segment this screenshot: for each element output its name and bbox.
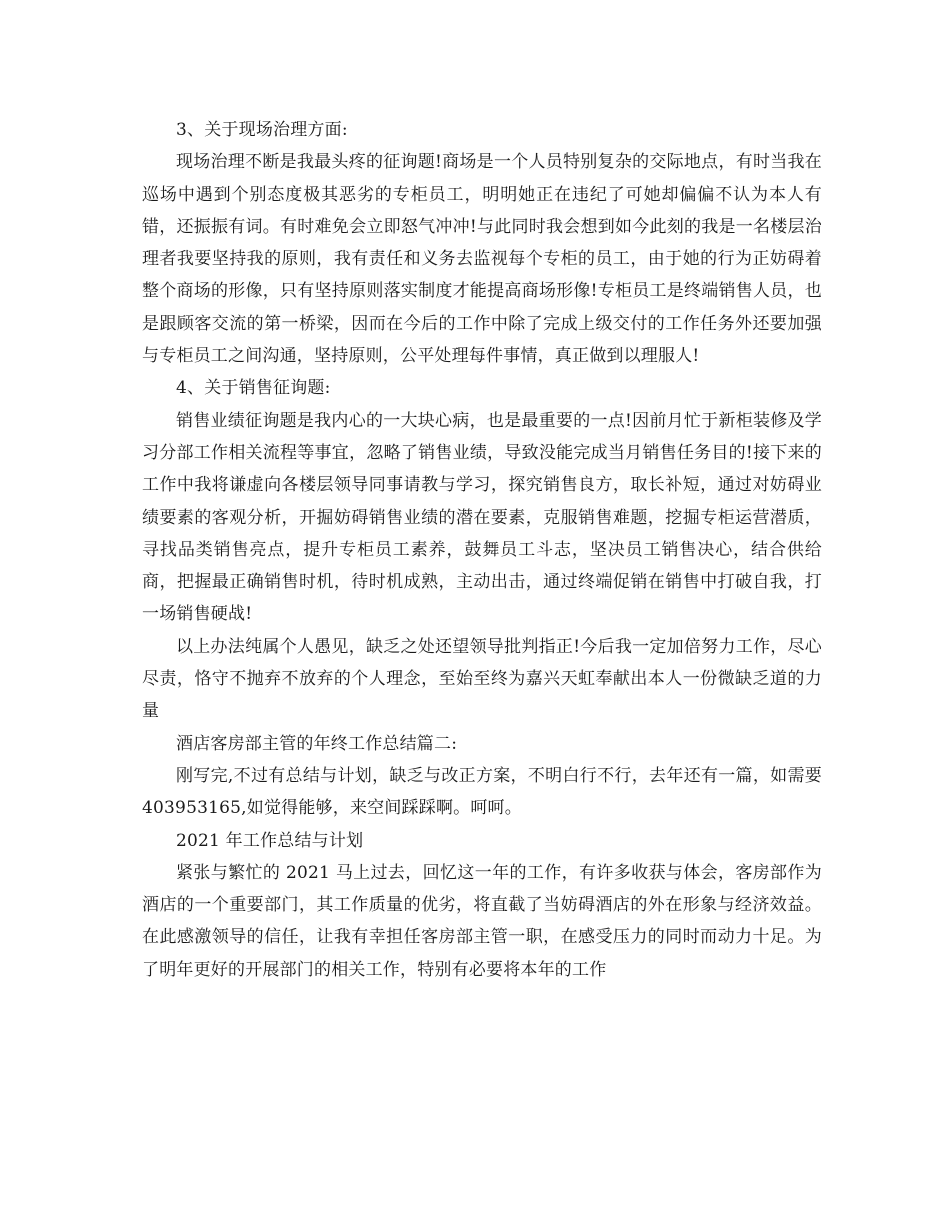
paragraph-sales: 销售业绩征询题是我内心的一大块心病，也是最重要的一点!因前月忙于新柜装修及学习分部工作相关流程等事宜，忽略了销售业绩，导致没能完成当月销售任务目的!接下来的工作中我将谦虚向各楼层领导同事请教与学习，探究销售良方，取长补短，通过对妨碍业绩要素的客观分析，开掘妨碍销售业绩的潜在要素，克服销售难题，挖掘专柜运营潜质，寻找品类销售亮点，提升专柜员工素养，鼓舞员工斗志，坚决员工销售决心，结合供给商，把握最正确销售时机，待时机成熟，主动出击，通过终端促销在销售中打破自我，打一场销售硬战! <box>142 410 822 625</box>
paragraph-author-note: 刚写完,不过有总结与计划，缺乏与改正方案，不明白行不行，去年还有一篇，如需要 403953165,如觉得能够，来空间踩踩啊。呵呵。 <box>142 765 822 819</box>
paragraph-conclusion: 以上办法纯属个人愚见，缺乏之处还望领导批判指正!今后我一定加倍努力工作，尽心尽责，恪守不抛弃不放弃的个人理念，至始至终为嘉兴天虹奉献出本人一份微缺乏道的力量 <box>142 636 822 722</box>
section-heading-sales: 4、关于销售征询题: <box>176 378 331 399</box>
section-heading-site-management: 3、关于现场治理方面: <box>176 120 348 140</box>
paragraph-year-review: 紧张与繁忙的 2021 马上过去，回忆这一年的工作，有许多收获与体会，客房部作为酒店的一个重要部门，其工作质量的优劣，将直截了当妨碍酒店的外在形象与经济效益。在此感激领导的信任，让我有幸担任客房部主管一职，在感受压力的同时而动力十足。为了明年更好的开展部门的相关工作，特别有必要将本年的工作 <box>142 862 822 980</box>
article-title-part-two: 酒店客房部主管的年终工作总结篇二: <box>176 733 458 754</box>
document-body <box>142 114 822 986</box>
paragraph-site-management: 现场治理不断是我最头疼的征询题!商场是一个人员特别复杂的交际地点，有时当我在巡场中遇到个别态度极其恶劣的专柜员工，明明她正在违纪了可她却偏偏不认为本人有错，还振振有词。有时难免会立即怒气冲冲!与此同时我会想到如今此刻的我是一名楼层治理者我要坚持我的原则，我有责任和义务去监视每个专柜的员工，由于她的行为正妨碍着整个商场的形像，只有坚持原则落实制度才能提高商场形像!专柜员工是终端销售人员，也是跟顾客交流的第一桥梁，因而在今后的工作中除了完成上级交付的工作任务外还要加强与专柜员工之间沟通，坚持原则，公平处理每件事情，真正做到以理服人! <box>142 152 822 367</box>
section-heading-plan: 2021 年工作总结与计划 <box>176 830 364 851</box>
